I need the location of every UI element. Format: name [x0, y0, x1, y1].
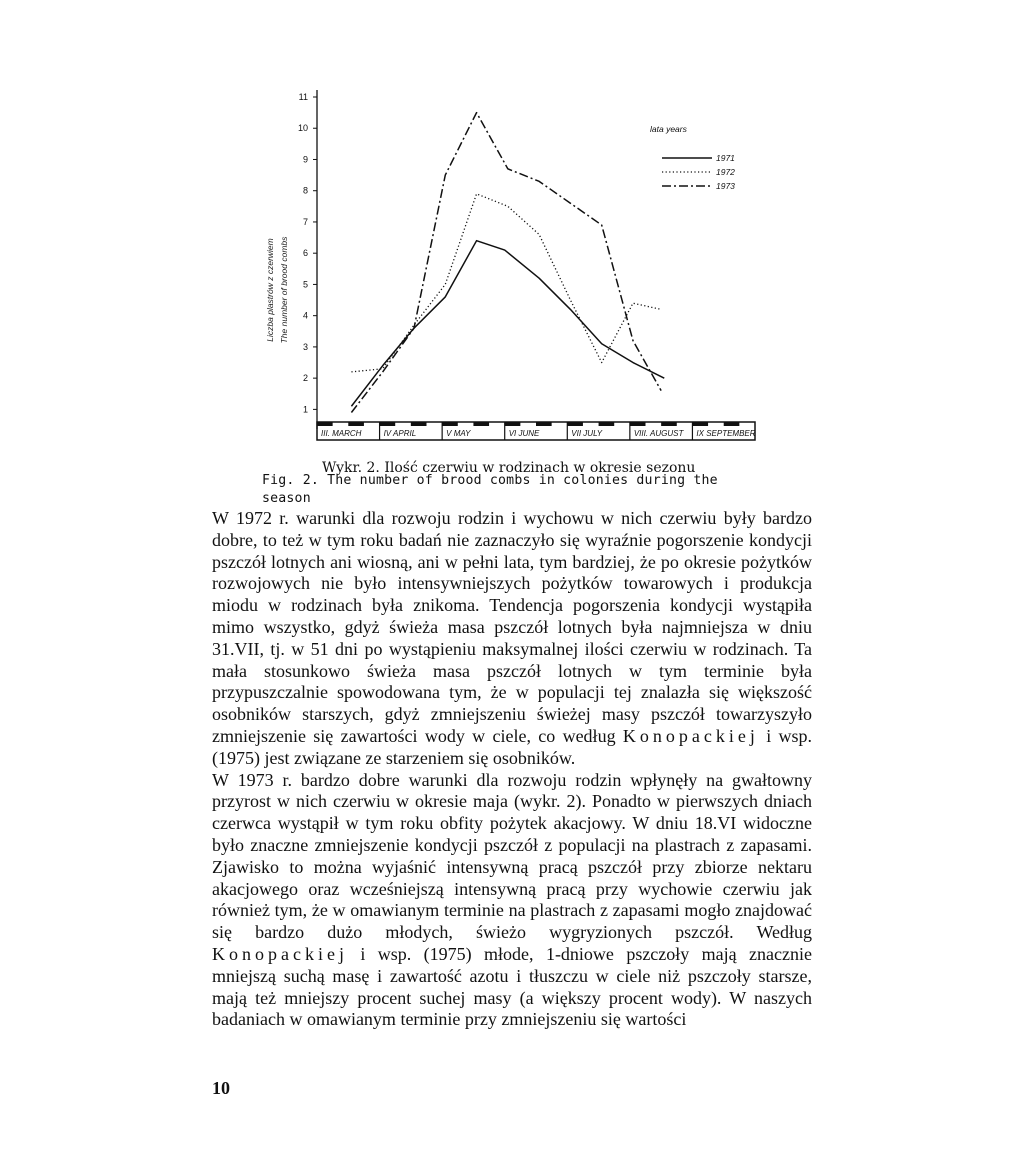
- paragraph-1973: [212, 770, 812, 1032]
- month-band-stripe: [348, 422, 364, 426]
- month-band-stripe: [442, 422, 458, 426]
- caption-polish: Wykr. 2. Ilość czerwiu w rodzinach w okresie sezonu: [322, 460, 696, 476]
- month-label: VII JULY: [571, 429, 603, 438]
- month-band-stripe: [473, 422, 489, 426]
- y-tick-label: 11: [298, 92, 308, 102]
- paragraph-1972: [212, 508, 812, 770]
- y-axis-label-english: The number of brood combs: [279, 236, 289, 344]
- author-citation: Konopackiej: [622, 725, 759, 746]
- author-citation: Konopackiej: [212, 943, 348, 964]
- month-band-stripe: [724, 422, 740, 426]
- month-label: III. MARCH: [321, 429, 362, 438]
- brood-combs-chart: [250, 85, 770, 445]
- y-tick-label: 3: [302, 341, 308, 352]
- month-band-stripe: [536, 422, 552, 426]
- y-tick-label: 4: [302, 310, 308, 321]
- month-band-stripe: [505, 422, 521, 426]
- month-label: VIII. AUGUST: [633, 429, 684, 438]
- caption-english: Fig. 2. The number of brood combs in colonies during the season: [262, 473, 718, 506]
- month-label: VI JUNE: [508, 429, 540, 438]
- month-band-stripe: [692, 422, 708, 426]
- month-band-stripe: [567, 422, 583, 426]
- paragraph-1973-text: W 1973 r. bardzo dobre warunki dla rozwoju rodzin wpłynęły na gwałtowny przyrost w nich czerwiu w okresie maja (wykr. 2). Ponadto w pierwszych dniach czerwca wystąpił w tym roku obfity pożytek akacjowy. W dniu 18.VI widoczne było znaczne zmniejszenie kondycji pszczół z populacji na plastrach z zapasami. Zjawisko to można wyjaśnić intensywną pracą pszczół przy zbiorze nektaru akacjowego oraz wcześniejszą intensywną pracą przy wychowie czerwiu jak również tym, że w omawianym terminie na plastrach z zapasami mogło znajdować się bardzo dużo młodych, świeżo wygryzionych pszczół. Według: [212, 769, 812, 943]
- y-tick-label: 1: [302, 404, 308, 415]
- y-axis-label-polish: Liczba plastrów z czerwiem: [265, 238, 275, 342]
- month-label: V MAY: [446, 429, 471, 438]
- series-line-1973: [351, 113, 661, 413]
- series-line-1972: [351, 194, 661, 372]
- paragraph-1973-end: i wsp. (1975) młode, 1-dniowe pszczoły mają znacznie mniejszą suchą masę i zawartość azotu i tłuszczu w ciele niż pszczoły starsze, mają też mniejszy procent suchej masy (a większy procent wody). W naszych badaniach w omawianym terminie przy zmniejszeniu się wartości: [212, 943, 813, 1030]
- month-band-stripe: [380, 422, 396, 426]
- legend-title: lata years: [650, 124, 687, 134]
- y-tick-label: 2: [302, 373, 308, 384]
- month-label: IV APRIL: [383, 429, 417, 438]
- month-band-stripe: [599, 422, 615, 426]
- month-band-stripe: [411, 422, 427, 426]
- month-band-stripe: [630, 422, 646, 426]
- month-band-stripe: [661, 422, 677, 426]
- legend-label-1971: 1971: [716, 153, 735, 163]
- page-number: 10: [212, 1078, 230, 1098]
- paragraph-1972-end: i wsp. (1975) jest związane ze starzeniem się osobników.: [212, 725, 813, 768]
- month-label: IX SEPTEMBER: [696, 429, 756, 438]
- y-tick-label: 6: [302, 248, 308, 259]
- legend-label-1972: 1972: [716, 167, 735, 177]
- y-tick-label: 8: [302, 185, 308, 196]
- y-tick-label: 9: [302, 154, 308, 165]
- series-line-1971: [351, 241, 664, 407]
- paragraph-1972-text: W 1972 r. warunki dla rozwoju rodzin i wychowu w nich czerwiu były bardzo dobre, to też w tym roku badań nie zaznaczyło się wyraźnie pogorszenie kondycji pszczół lotnych ani wiosną, ani w pełni lata, tym bardziej, że po okresie pożytków rozwojowych nie było intensywniejszych pożytków towarowych i produkcja miodu w rodzinach była znikoma. Tendencja pogorszenia kondycji wystąpiła mimo wszystko, gdyż świeża masa pszczół lotnych była najmniejsza w dniu 31.VII, tj. w 51 dni po wystąpieniu maksymalnej ilości czerwiu w rodzinach. Ta mała stosunkowo świeża masa pszczół lotnych w tym terminie była przypuszczalnie spowodowana tym, że w populacji tej znalazła się większość osobników starszych, gdyż zmniejszeniu świeżej masy pszczół towarzyszyło zmniejszenie się zawartości wody w ciele, co według: [212, 508, 812, 746]
- month-band-stripe: [317, 422, 333, 426]
- y-tick-label: 10: [297, 123, 308, 134]
- body-text: [212, 508, 812, 1031]
- y-tick-label: 7: [302, 216, 308, 227]
- y-tick-label: 5: [302, 279, 308, 290]
- legend-label-1973: 1973: [716, 181, 735, 191]
